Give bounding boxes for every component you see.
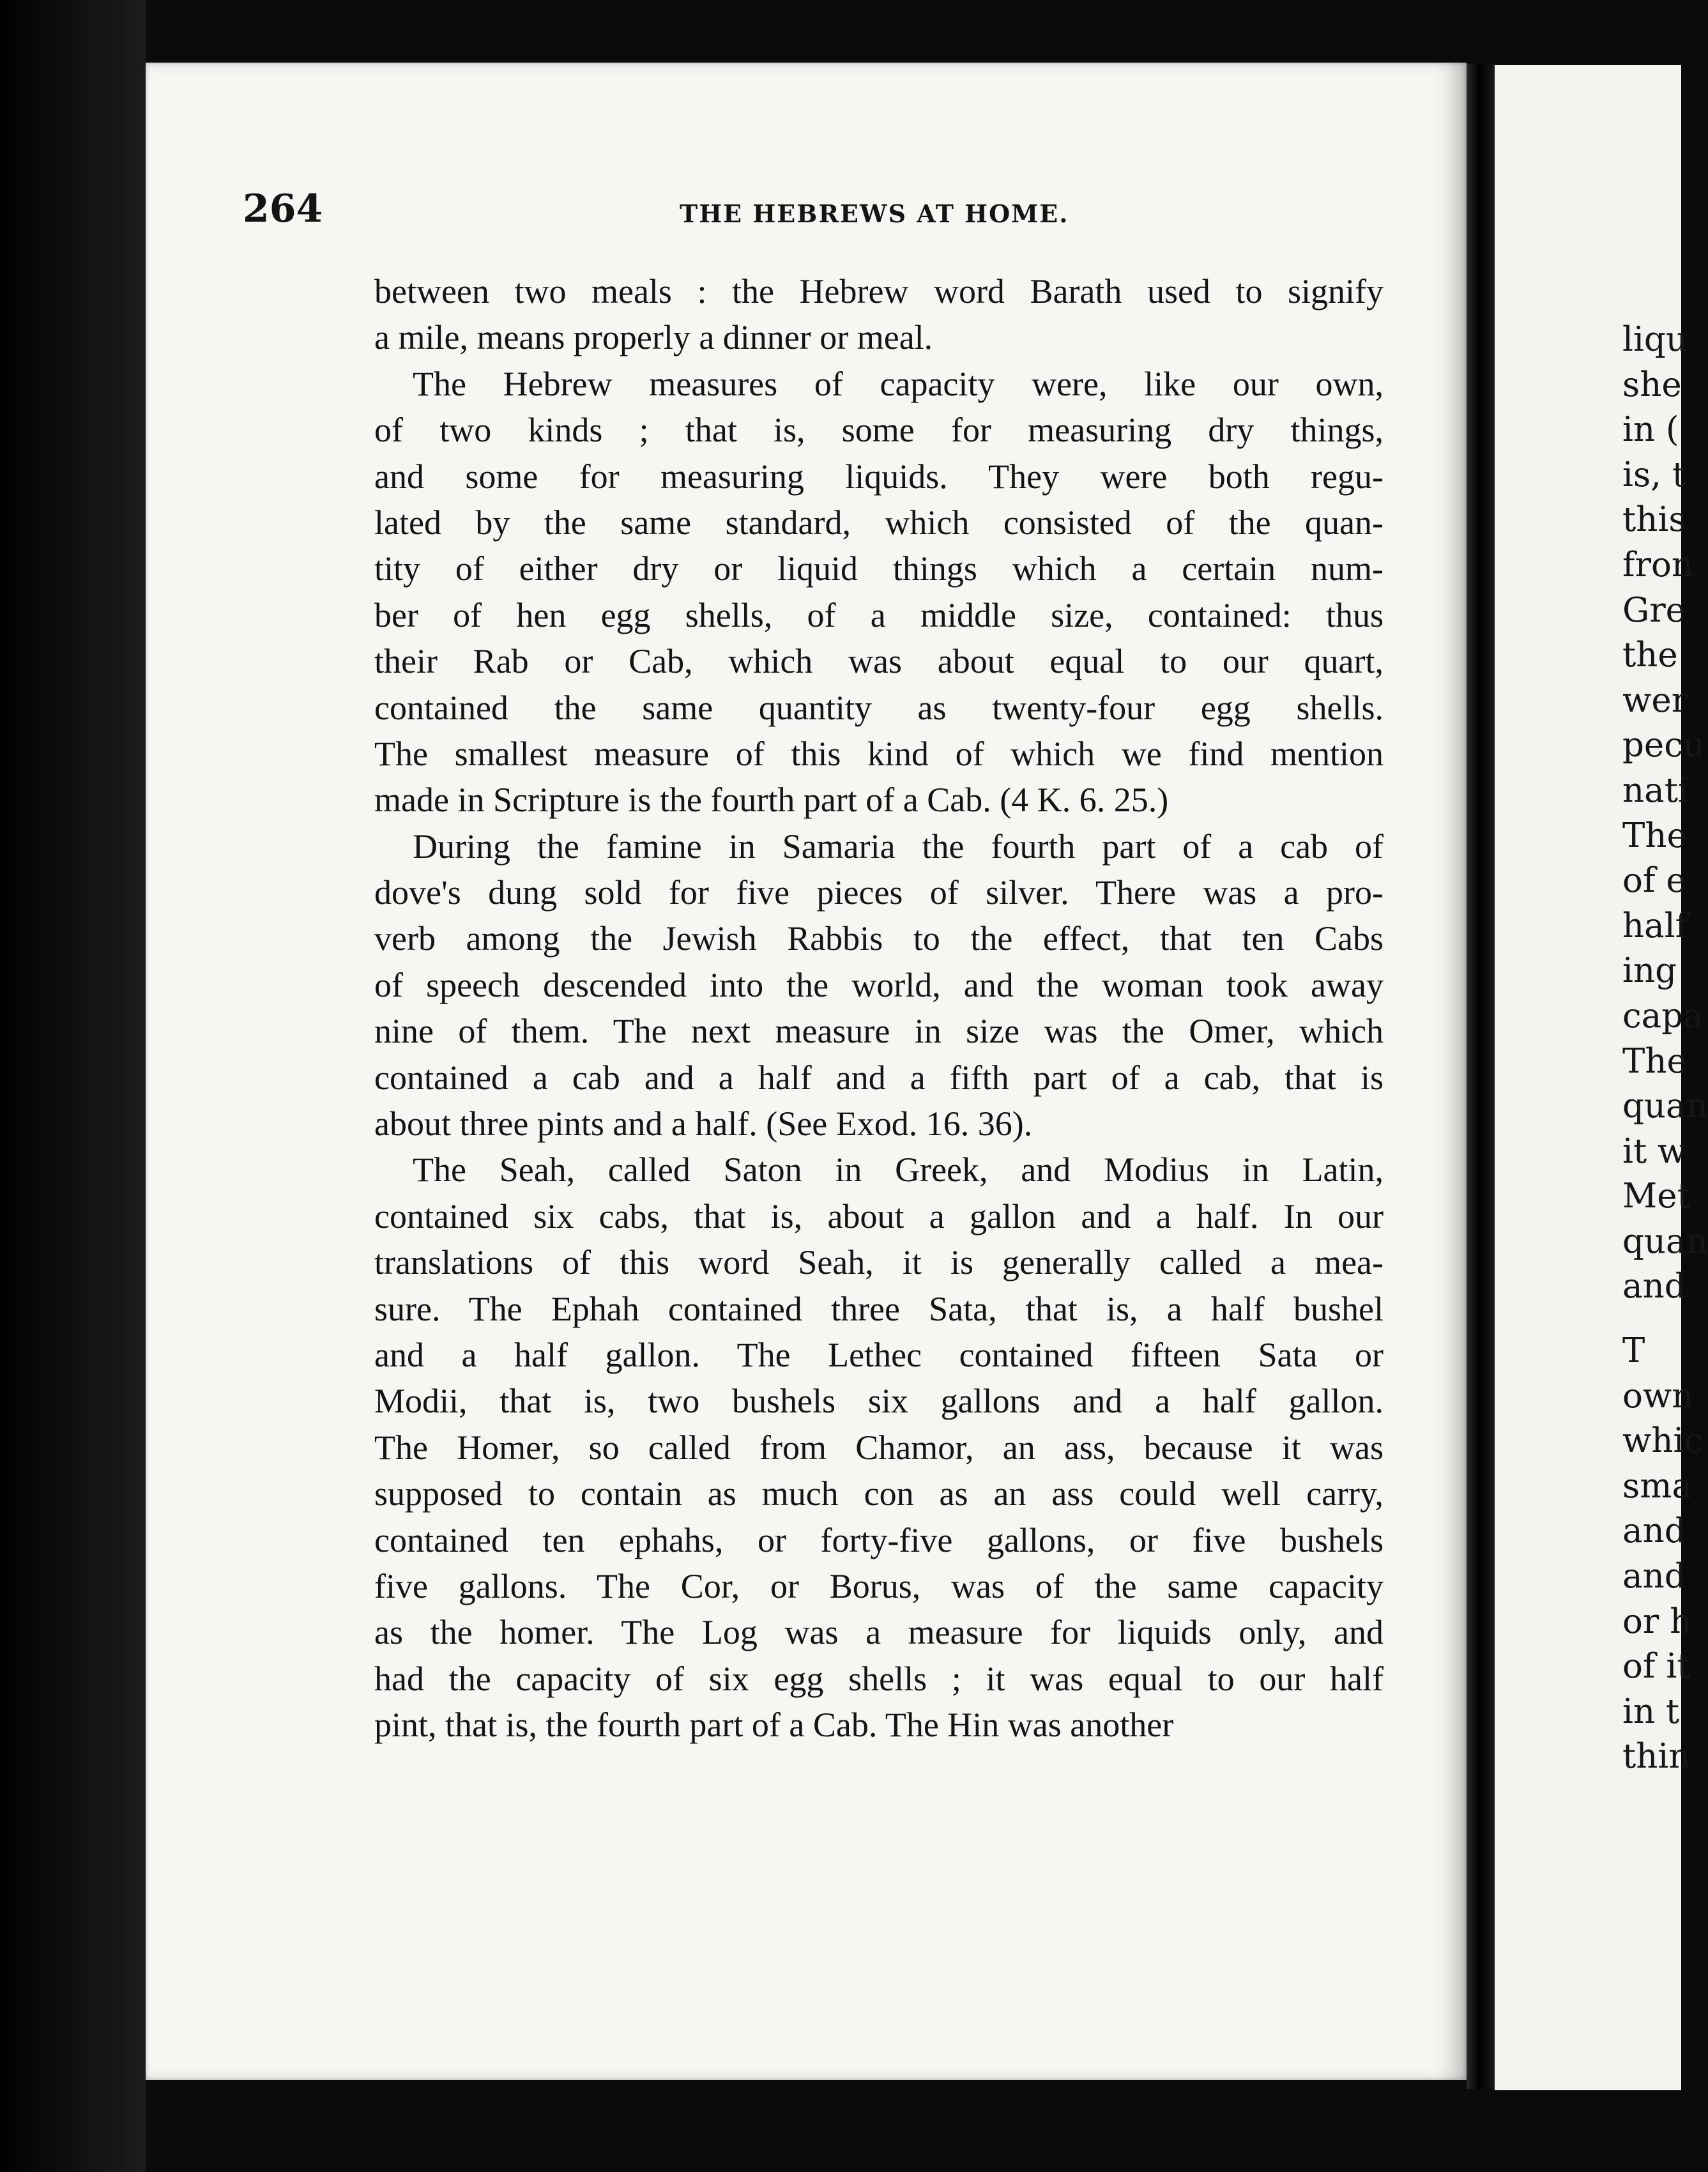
text-line: lated by the same standard, which consisted of the quan-: [374, 503, 1384, 542]
text-line: nine of them. The next measure in size was the Omer, which: [374, 1012, 1384, 1051]
page-number: 264: [243, 187, 323, 231]
facing-page-line: liqu: [1622, 320, 1688, 359]
paragraph: [374, 361, 1384, 823]
text-line: contained the same quantity as twenty-four egg shells.: [374, 688, 1384, 727]
facing-page-line: of e: [1622, 861, 1686, 901]
text-line: of two kinds ; that is, some for measuring dry things,: [374, 411, 1384, 450]
text-line: contained six cabs, that is, about a gallon and a half. In our: [374, 1197, 1384, 1235]
facing-page-line: of it: [1622, 1647, 1691, 1686]
text-line: and a half gallon. The Lethec contained fifteen Sata or: [374, 1335, 1384, 1374]
text-line: sure. The Ephah contained three Sata, that is, a half bushel: [374, 1289, 1384, 1328]
body-text: [374, 268, 1384, 1748]
facing-page-line: T: [1622, 1331, 1645, 1371]
text-line: and some for measuring liquids. They were both regu-: [374, 457, 1384, 496]
facing-page-line: wer: [1622, 680, 1688, 720]
facing-page-line: it w: [1622, 1131, 1687, 1171]
text-line: tity of either dry or liquid things which a certain num-: [374, 549, 1384, 588]
facing-page-line: fron: [1622, 545, 1693, 585]
text-line: supposed to contain as much con as an ass could well carry,: [374, 1474, 1384, 1513]
text-line: ber of hen egg shells, of a middle size, contained: thus: [374, 595, 1384, 634]
facing-page-line: The: [1622, 1041, 1687, 1081]
facing-page-line: quan: [1622, 1221, 1708, 1261]
book-gutter: [1467, 64, 1495, 2089]
facing-page-line: in t: [1622, 1692, 1680, 1731]
text-line: The Homer, so called from Chamor, an ass, because it was: [374, 1428, 1384, 1467]
facing-page-line: is, t: [1622, 455, 1686, 494]
facing-page-line: this: [1622, 500, 1686, 540]
facing-page-line: ing: [1622, 951, 1677, 991]
binding-edge: [0, 0, 146, 2172]
facing-page-line: thin: [1622, 1737, 1691, 1777]
facing-page: [1495, 65, 1708, 2090]
facing-page-line: in (: [1622, 410, 1679, 450]
text-line: of speech descended into the world, and the woman took away: [374, 965, 1384, 1004]
facing-page-line: Met: [1622, 1177, 1691, 1216]
text-line: The Hebrew measures of capacity were, like our own,: [413, 364, 1384, 403]
facing-page-line: half: [1622, 906, 1688, 945]
text-line: Modii, that is, two bushels six gallons and a half gallon.: [374, 1382, 1384, 1421]
text-line: dove's dung sold for five pieces of silver. There was a pro-: [374, 873, 1384, 912]
text-line: The smallest measure of this kind of which we find mention: [374, 734, 1384, 773]
facing-page-line: pecu: [1622, 726, 1705, 765]
running-head: THE HEBREWS AT HOME.: [680, 199, 1069, 228]
text-line: contained a cab and a half and a fifth part of a cab, that is: [374, 1058, 1384, 1097]
facing-page-line: and: [1622, 1267, 1686, 1306]
facing-page-line: Gre: [1622, 590, 1686, 630]
text-line: contained ten ephahs, or forty-five gallons, or five bushels: [374, 1520, 1384, 1559]
facing-page-line: and: [1622, 1557, 1686, 1596]
text-line: During the famine in Samaria the fourth part of a cab of: [413, 827, 1384, 866]
facing-page-line: whic: [1622, 1421, 1704, 1461]
facing-page-line: or h: [1622, 1602, 1692, 1641]
text-line: as the homer. The Log was a measure for liquids only, and: [374, 1613, 1384, 1652]
text-line: verb among the Jewish Rabbis to the effect, that ten Cabs: [374, 919, 1384, 958]
facing-page-line: she: [1622, 365, 1682, 404]
facing-page-text: [1622, 317, 1708, 1780]
text-line: made in Scripture is the fourth part of a Cab. (4 K. 6. 25.): [374, 781, 1169, 820]
text-line: five gallons. The Cor, or Borus, was of the same capacity: [374, 1566, 1384, 1605]
paragraph: [374, 823, 1384, 1147]
text-line: about three pints and a half. (See Exod. 16. 36).: [374, 1105, 1033, 1143]
facing-page-line: The: [1622, 816, 1687, 855]
text-line: The Seah, called Saton in Greek, and Modius in Latin,: [413, 1151, 1384, 1189]
facing-page-line: the: [1622, 636, 1678, 675]
text-line: a mile, means properly a dinner or meal.: [374, 318, 933, 357]
facing-page-line: quan: [1622, 1087, 1708, 1126]
text-line: translations of this word Seah, it is generally called a mea-: [374, 1243, 1384, 1282]
facing-page-line: and: [1622, 1511, 1686, 1551]
paragraph: [374, 268, 1384, 361]
paragraph: [374, 1147, 1384, 1748]
facing-page-line: nati: [1622, 770, 1689, 810]
facing-page-line: own: [1622, 1376, 1694, 1416]
facing-page-line: sma: [1622, 1466, 1693, 1506]
paragraph-gap: [1622, 1310, 1708, 1329]
text-line: between two meals : the Hebrew word Barath used to signify: [374, 272, 1384, 310]
text-line: their Rab or Cab, which was about equal to our quart,: [374, 642, 1384, 681]
facing-page-line: capa: [1622, 996, 1704, 1036]
page-header: [243, 187, 1392, 238]
text-line: pint, that is, the fourth part of a Cab. The Hin was another: [374, 1706, 1174, 1745]
text-line: had the capacity of six egg shells ; it was equal to our half: [374, 1659, 1384, 1698]
